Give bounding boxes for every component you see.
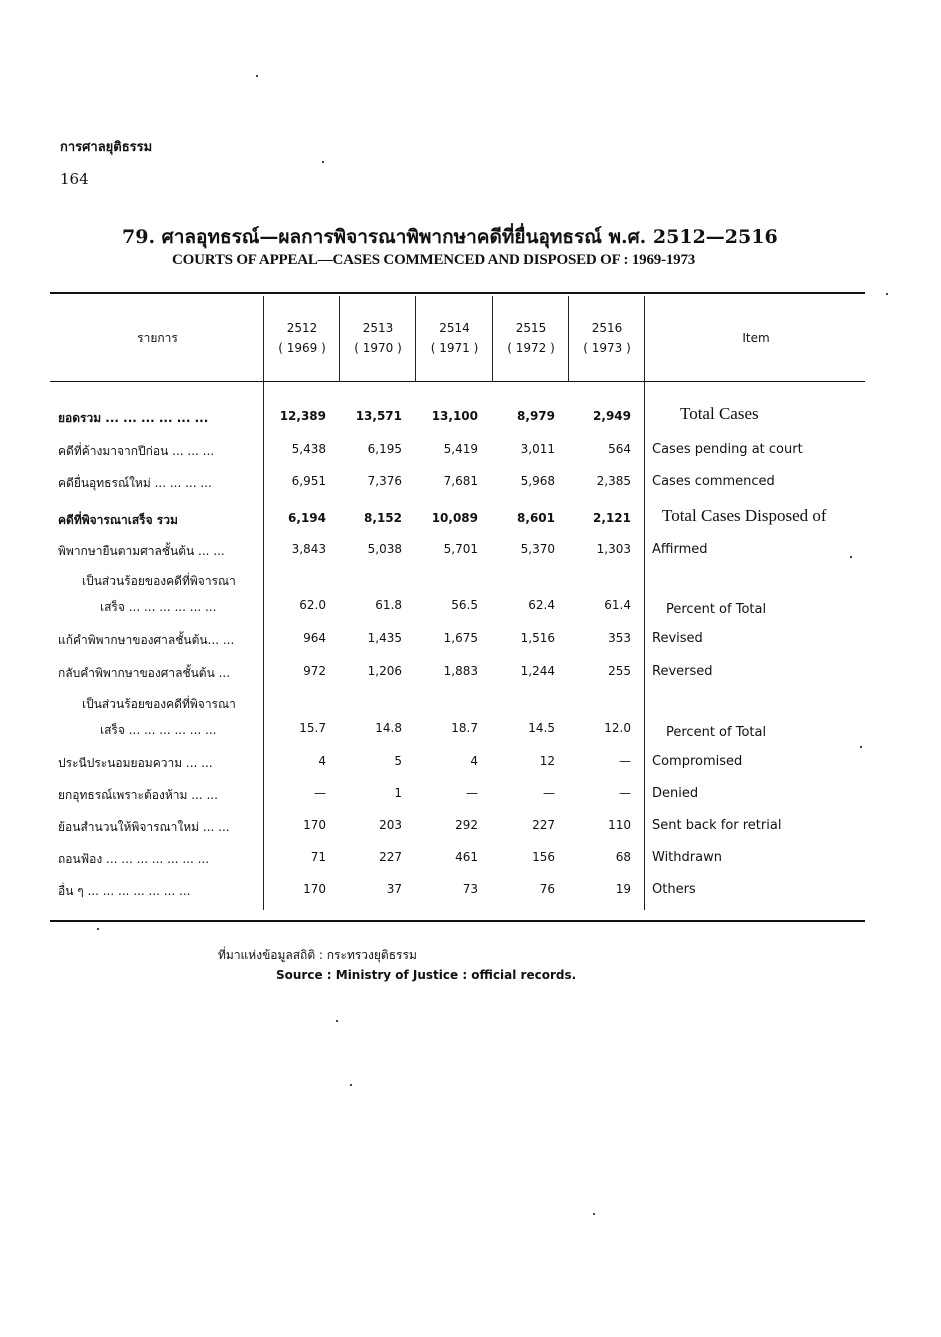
table-cell: 1 xyxy=(394,786,402,800)
table-cell: 62.4 xyxy=(528,598,555,612)
table-cell: 5,438 xyxy=(291,442,326,456)
row-label-thai: อื่น ๆ ... ... ... ... ... ... ... xyxy=(58,884,191,898)
column-header-year xyxy=(494,318,568,358)
row-label-thai: ยอดรวม ... ... ... ... ... ... xyxy=(58,411,209,425)
top-rule xyxy=(50,292,865,294)
row-label-thai: พิพากษายืนตามศาลชั้นต้น ... ... xyxy=(58,544,225,558)
table-cell: 2,949 xyxy=(593,409,631,423)
table-cell: 1,675 xyxy=(443,631,478,645)
table-cell: 68 xyxy=(615,850,631,864)
column-header-item-english: Item xyxy=(742,331,770,345)
table-cell: — xyxy=(466,786,478,800)
table-cell: — xyxy=(619,786,631,800)
row-label-english: Cases commenced xyxy=(652,474,775,489)
row-label-english: Reversed xyxy=(652,664,713,679)
row-label-english: Affirmed xyxy=(652,542,708,557)
table-cell: 8,152 xyxy=(364,511,402,525)
row-label-thai: คดีที่ค้างมาจากปีก่อน ... ... ... xyxy=(58,444,215,458)
table-cell: 15.7 xyxy=(299,721,326,735)
table-cell: 292 xyxy=(455,818,478,832)
row-label-thai: เป็นส่วนร้อยของคดีที่พิจารณา xyxy=(82,574,236,588)
table-cell: 1,206 xyxy=(367,664,402,678)
table-title-english: COURTS OF APPEAL—CASES COMMENCED AND DISPOSED OF : 1969-1973 xyxy=(172,252,696,268)
table-cell: 13,571 xyxy=(355,409,402,423)
row-label-thai: ยกอุทธรณ์เพราะต้องห้าม ... ... xyxy=(58,788,218,802)
row-label-thai: เป็นส่วนร้อยของคดีที่พิจารณา xyxy=(82,697,236,711)
row-label-thai: กลับคำพิพากษาของศาลชั้นต้น ... xyxy=(58,666,231,680)
table-cell: 564 xyxy=(608,442,631,456)
row-label-thai: ถอนฟ้อง ... ... ... ... ... ... ... xyxy=(58,852,210,866)
row-label-thai: แก้คำพิพากษาของศาลชั้นต้น... ... xyxy=(58,633,235,647)
year-ce: ( 1973 ) xyxy=(583,341,631,355)
year-be: 2512 xyxy=(286,321,318,335)
year-be: 2513 xyxy=(362,321,394,335)
table-title-thai: 79. ศาลอุทธรณ์—ผลการพิจารณาพิพากษาคดีที่ยื่นอุทธรณ์ พ.ศ. 2512—2516 xyxy=(122,226,778,248)
table-cell: 4 xyxy=(318,754,326,768)
table-cell: 203 xyxy=(379,818,402,832)
table-cell: 71 xyxy=(310,850,326,864)
table-cell: 6,194 xyxy=(288,511,326,525)
table-cell: 14.8 xyxy=(375,721,402,735)
table-cell: 14.5 xyxy=(528,721,555,735)
table-cell: 2,121 xyxy=(593,511,631,525)
column-divider xyxy=(644,296,645,910)
table-cell: 1,516 xyxy=(520,631,555,645)
scan-speck xyxy=(593,1213,595,1215)
table-cell: 6,195 xyxy=(367,442,402,456)
table-cell: 170 xyxy=(303,818,326,832)
year-ce: ( 1971 ) xyxy=(430,341,479,355)
table-cell: 4 xyxy=(470,754,478,768)
table-cell: 1,435 xyxy=(367,631,402,645)
source-thai: ที่มาแห่งข้อมูลสถิติ : กระทรวงยุติธรรม xyxy=(218,948,417,962)
table-cell: 6,951 xyxy=(291,474,326,488)
scan-speck xyxy=(860,746,862,748)
column-header-year xyxy=(265,318,339,358)
table-cell: — xyxy=(543,786,555,800)
table-cell: 12,389 xyxy=(279,409,326,423)
row-label-thai-continued: เสร็จ ... ... ... ... ... ... xyxy=(100,723,217,737)
scan-speck xyxy=(336,1020,338,1022)
row-label-thai-continued: เสร็จ ... ... ... ... ... ... xyxy=(100,600,217,614)
column-header-year xyxy=(341,318,415,358)
table-cell: 8,979 xyxy=(517,409,555,423)
year-be: 2516 xyxy=(591,321,623,335)
row-label-english: Cases pending at court xyxy=(652,442,803,457)
row-label-english: Percent of Total xyxy=(666,725,767,740)
year-ce: ( 1969 ) xyxy=(278,341,326,355)
table-cell: 12.0 xyxy=(604,721,631,735)
year-be: 2514 xyxy=(439,321,470,335)
table-cell: 7,376 xyxy=(367,474,402,488)
table-cell: 3,843 xyxy=(291,542,326,556)
row-label-english: Compromised xyxy=(652,754,743,769)
table-cell: 61.8 xyxy=(375,598,402,612)
year-be: 2515 xyxy=(515,321,547,335)
table-cell: 972 xyxy=(303,664,326,678)
table-cell: 964 xyxy=(303,631,326,645)
table-cell: 170 xyxy=(303,882,326,896)
row-label-english: Total Cases xyxy=(680,404,759,423)
scan-speck xyxy=(350,1084,352,1086)
column-divider xyxy=(492,296,493,381)
column-divider xyxy=(415,296,416,381)
row-label-thai: ประนีประนอมยอมความ ... ... xyxy=(58,756,213,770)
row-label-thai: ย้อนสำนวนให้พิจารณาใหม่ ... ... xyxy=(58,820,230,834)
scan-speck xyxy=(97,928,99,930)
scan-speck xyxy=(850,556,852,558)
table-cell: 3,011 xyxy=(520,442,555,456)
row-label-english: Revised xyxy=(652,631,703,646)
source-english: Source : Ministry of Justice : official records. xyxy=(276,968,577,982)
table-cell: 5,701 xyxy=(443,542,478,556)
table-cell: 37 xyxy=(386,882,402,896)
table-cell: 5,370 xyxy=(520,542,555,556)
table-cell: 62.0 xyxy=(299,598,326,612)
year-ce: ( 1970 ) xyxy=(354,341,402,355)
row-label-english: Sent back for retrial xyxy=(652,818,782,833)
table-cell: 7,681 xyxy=(443,474,478,488)
row-label-thai: คดีที่พิจารณาเสร็จ รวม xyxy=(58,513,178,527)
scan-speck xyxy=(322,161,324,163)
scan-speck xyxy=(886,293,888,295)
table-cell: — xyxy=(619,754,631,768)
running-header: การศาลยุติธรรม xyxy=(60,140,153,155)
scan-speck xyxy=(256,75,258,77)
column-header-year xyxy=(417,318,492,358)
table-cell: 2,385 xyxy=(596,474,631,488)
column-header-year xyxy=(570,318,644,358)
table-cell: 18.7 xyxy=(451,721,478,735)
table-cell: 461 xyxy=(455,850,478,864)
row-label-thai: คดียื่นอุทธรณ์ใหม่ ... ... ... ... xyxy=(58,476,212,490)
table-cell: 1,883 xyxy=(443,664,478,678)
column-header-item-thai: รายการ xyxy=(137,331,178,345)
table-cell: 76 xyxy=(539,882,555,896)
column-divider xyxy=(568,296,569,381)
table-cell: 19 xyxy=(615,882,631,896)
page-number: 164 xyxy=(60,170,89,188)
table-cell: 5 xyxy=(394,754,402,768)
row-label-english: Percent of Total xyxy=(666,602,767,617)
row-label-english: Withdrawn xyxy=(652,850,722,865)
table-cell: 1,244 xyxy=(520,664,555,678)
table-cell: 5,038 xyxy=(367,542,402,556)
table-cell: 5,419 xyxy=(443,442,478,456)
row-label-english: Total Cases Disposed of xyxy=(662,506,827,525)
table-cell: 10,089 xyxy=(431,511,478,525)
row-label-english: Denied xyxy=(652,786,699,801)
column-divider xyxy=(339,296,340,381)
row-label-english: Others xyxy=(652,882,696,897)
table-cell: 8,601 xyxy=(517,511,555,525)
table-cell: 61.4 xyxy=(604,598,631,612)
table-cell: 12 xyxy=(539,754,555,768)
table-cell: — xyxy=(314,786,326,800)
table-cell: 227 xyxy=(532,818,555,832)
bottom-rule xyxy=(50,920,865,922)
year-ce: ( 1972 ) xyxy=(507,341,555,355)
table-cell: 56.5 xyxy=(451,598,478,612)
header-rule xyxy=(50,381,865,382)
table-cell: 156 xyxy=(532,850,555,864)
table-cell: 1,303 xyxy=(596,542,631,556)
table-cell: 13,100 xyxy=(431,409,478,423)
table-cell: 353 xyxy=(608,631,631,645)
table-cell: 110 xyxy=(608,818,631,832)
table-cell: 227 xyxy=(379,850,402,864)
table-cell: 255 xyxy=(608,664,631,678)
table-cell: 73 xyxy=(462,882,478,896)
table-cell: 5,968 xyxy=(520,474,555,488)
